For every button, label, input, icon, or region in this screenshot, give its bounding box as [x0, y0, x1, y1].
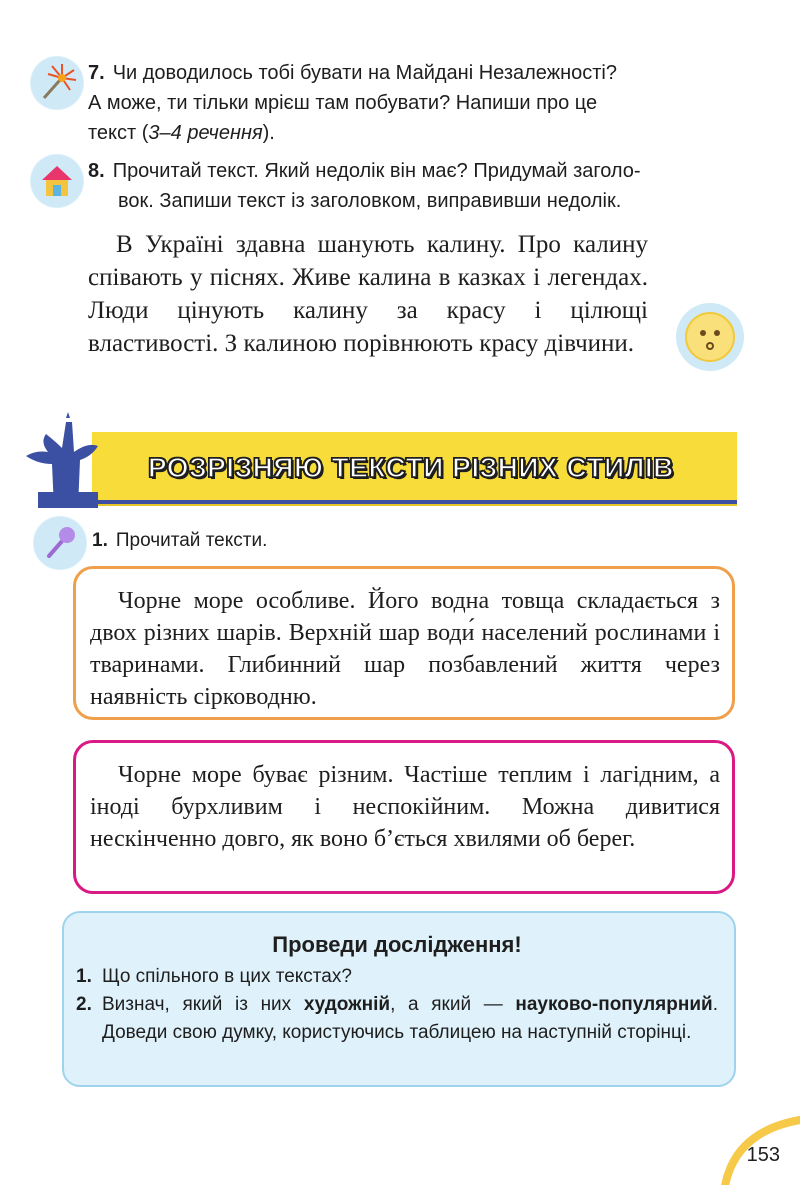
task-8-line1: Прочитай текст. Який недолік він має? Придумай заголо- [112, 160, 641, 182]
scientific-text: Чорне море особливе. Його водна товща складається з двох різних шарів. Верхній шар води́ населений рослинами і тваринами. Глибинний шар позбавлений життя через наявність сірководню. [90, 588, 720, 710]
kalyna-text: В Україні здавна шанують калину. Про калину співають у піснях. Живе калина в казках і легендах. Люди цінують калину за красу і цілющі властивості. З калиною порівнюють красу дівчини. [88, 231, 648, 357]
task-7-line3-suffix: ). [262, 122, 275, 144]
text-box-scientific [73, 566, 735, 720]
q2-part-a: Визнач, який із них [102, 994, 304, 1015]
task-7 [88, 58, 748, 148]
task-1-text: Прочитай тексти. [115, 530, 268, 551]
research-question-1 [76, 963, 718, 991]
monument-icon [18, 412, 118, 512]
research-title: Проведи дослідження! [272, 932, 522, 957]
sparkler-icon [30, 56, 84, 110]
task-8 [88, 156, 748, 216]
q1-number: 1. [76, 966, 92, 987]
research-question-2 [76, 991, 718, 1047]
task-7-line2: А може, ти тільки мрієш там побувати? Напиши про це [88, 92, 598, 114]
task-7-line1: Чи доводилось тобі бувати на Майдані Незалежності? [112, 62, 617, 84]
smiley-icon [675, 302, 745, 372]
microphone-icon [33, 516, 87, 570]
artistic-text: Чорне море буває різним. Частіше теплим і лагідним, а іноді бурхливим і неспокійним. Можна дивитися нескінченно довго, як воно б’ється хвилями об берег. [90, 762, 720, 852]
q2-part-c: , а який — [390, 994, 516, 1015]
q2-number: 2. [76, 994, 92, 1015]
task-8-line2: вок. Запиши текст із заголовком, виправивши недолік. [118, 190, 622, 212]
task-7-italic: 3–4 речення [148, 122, 263, 144]
task-1 [92, 526, 752, 556]
q2-part-e: . Доведи свою думку, користуючись таблицею на наступній сторінці. [102, 994, 718, 1043]
q1-text: Що спільного в цих текстах? [102, 966, 352, 987]
task-7-number: 7. [88, 62, 105, 84]
task-8-number: 8. [88, 160, 105, 182]
house-icon [30, 154, 84, 208]
task-1-number: 1. [92, 530, 108, 551]
q2-artistic-label: художній [303, 994, 391, 1015]
task-7-line3-prefix: текст ( [88, 122, 149, 144]
section-title: РОЗРІЗНЯЮ ТЕКСТИ РІЗНИХ СТИЛІВ [148, 452, 674, 483]
research-box [62, 911, 736, 1087]
page-number: 153 [746, 1144, 780, 1166]
text-box-artistic [73, 740, 735, 894]
kalyna-paragraph [88, 228, 648, 360]
q2-text [102, 991, 718, 1047]
q2-popular-science-label: науково-популярний [515, 994, 713, 1015]
